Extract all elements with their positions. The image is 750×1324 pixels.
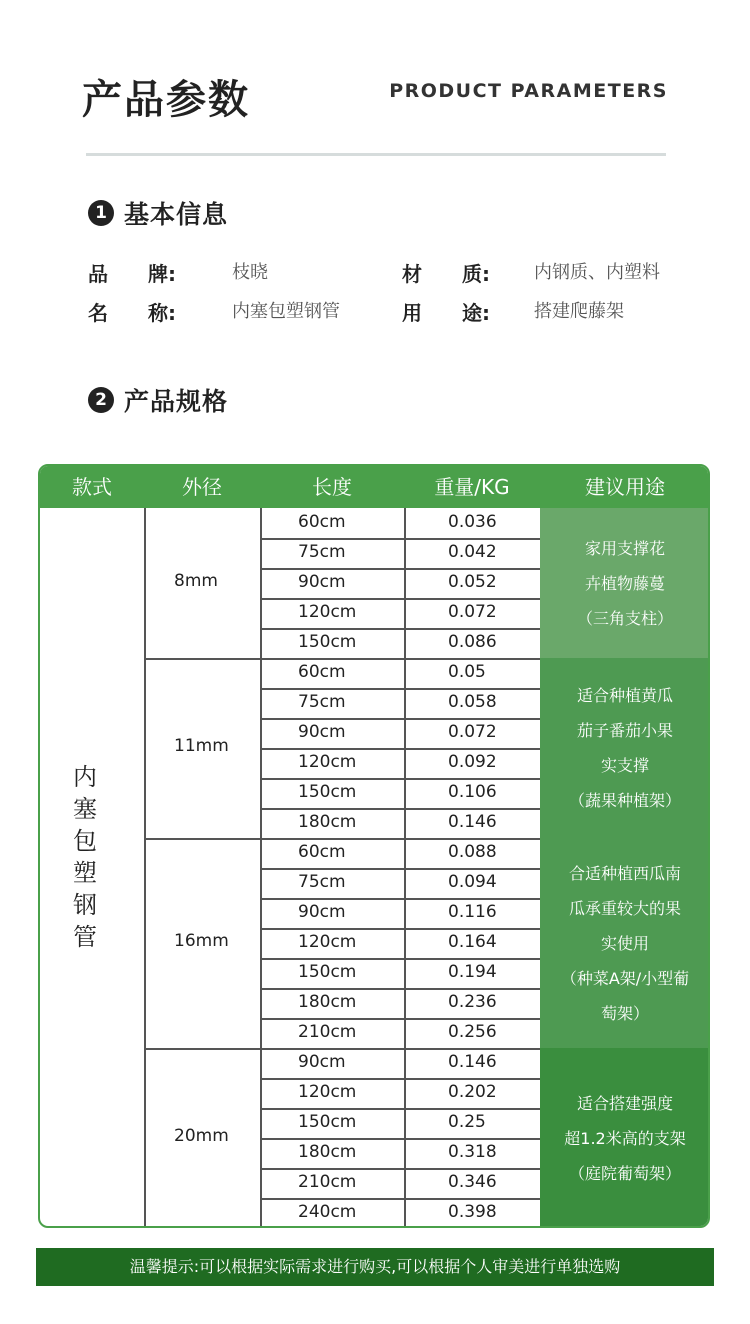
weight-cell: 0.398 bbox=[448, 1202, 497, 1222]
table-row-line bbox=[260, 898, 540, 900]
length-cell: 75cm bbox=[298, 692, 346, 712]
usage-line: 瓜承重较大的果 bbox=[568, 898, 681, 918]
table-row-line bbox=[260, 598, 540, 600]
info-label-material: 材 质: bbox=[402, 262, 490, 286]
footer-tip: 温馨提示:可以根据实际需求进行购买,可以根据个人审美进行单独选购 bbox=[36, 1248, 714, 1286]
info-value-brand: 枝晓 bbox=[232, 262, 268, 283]
table-group-line bbox=[144, 1048, 540, 1050]
weight-cell: 0.052 bbox=[448, 572, 497, 592]
length-cell: 150cm bbox=[298, 782, 357, 802]
length-cell: 60cm bbox=[298, 512, 346, 532]
table-row-line bbox=[260, 568, 540, 570]
length-cell: 150cm bbox=[298, 632, 357, 652]
length-cell: 180cm bbox=[298, 1142, 357, 1162]
weight-cell: 0.194 bbox=[448, 962, 497, 982]
info-label-brand: 品 牌: bbox=[88, 262, 176, 286]
info-value-material: 内钢质、内塑料 bbox=[534, 262, 660, 283]
usage-cell bbox=[540, 838, 710, 1048]
table-row-line bbox=[260, 538, 540, 540]
usage-cell bbox=[540, 1048, 710, 1228]
length-cell: 120cm bbox=[298, 932, 357, 952]
length-cell: 90cm bbox=[298, 1052, 346, 1072]
weight-cell: 0.05 bbox=[448, 662, 486, 682]
usage-cell bbox=[540, 508, 710, 658]
table-row-line bbox=[260, 748, 540, 750]
usage-line: 实使用 bbox=[600, 933, 649, 953]
length-cell: 90cm bbox=[298, 572, 346, 592]
table-group-line bbox=[144, 838, 540, 840]
table-row-line bbox=[260, 1168, 540, 1170]
usage-line: 茄子番茄小果 bbox=[576, 721, 673, 740]
usage-line: 合适种植西瓜南 bbox=[568, 863, 681, 883]
table-group-line bbox=[144, 658, 540, 660]
section-basic-info bbox=[88, 195, 228, 231]
length-cell: 150cm bbox=[298, 1112, 357, 1132]
weight-cell: 0.072 bbox=[448, 602, 497, 622]
header-usage: 建议用途 bbox=[585, 475, 665, 499]
length-cell: 210cm bbox=[298, 1172, 357, 1192]
length-cell: 120cm bbox=[298, 752, 357, 772]
weight-cell: 0.086 bbox=[448, 632, 497, 652]
diameter-cell: 20mm bbox=[174, 1126, 229, 1146]
divider bbox=[86, 153, 666, 156]
length-cell: 180cm bbox=[298, 992, 357, 1012]
table-row-line bbox=[260, 688, 540, 690]
page-title: 产品参数 bbox=[82, 77, 250, 123]
weight-cell: 0.094 bbox=[448, 872, 497, 892]
usage-line: （庭院葡萄架） bbox=[568, 1163, 681, 1183]
usage-text bbox=[550, 1086, 700, 1191]
section-number-badge: 2 bbox=[88, 387, 114, 413]
weight-cell: 0.092 bbox=[448, 752, 497, 772]
info-value-name: 内塞包塑钢管 bbox=[232, 301, 340, 322]
weight-cell: 0.042 bbox=[448, 542, 497, 562]
weight-cell: 0.146 bbox=[448, 812, 497, 832]
section-number-badge: 1 bbox=[88, 200, 114, 226]
table-header bbox=[40, 466, 708, 508]
diameter-cell: 11mm bbox=[174, 736, 229, 756]
weight-cell: 0.088 bbox=[448, 842, 497, 862]
usage-text bbox=[550, 856, 700, 1031]
header-style: 款式 bbox=[72, 475, 112, 499]
usage-line: 适合搭建强度 bbox=[576, 1093, 673, 1113]
table-row-line bbox=[260, 928, 540, 930]
weight-cell: 0.164 bbox=[448, 932, 497, 952]
length-cell: 60cm bbox=[298, 842, 346, 862]
usage-line: 实支撑 bbox=[600, 756, 649, 775]
table-row-line bbox=[260, 1078, 540, 1080]
table-row-line bbox=[260, 958, 540, 960]
weight-cell: 0.25 bbox=[448, 1112, 486, 1132]
length-cell: 180cm bbox=[298, 812, 357, 832]
section-specs bbox=[88, 382, 228, 418]
usage-line: （种菜A架/小型葡 bbox=[560, 968, 690, 988]
diameter-cell: 16mm bbox=[174, 931, 229, 951]
style-name-char: 包 bbox=[73, 827, 97, 855]
weight-cell: 0.346 bbox=[448, 1172, 497, 1192]
length-cell: 75cm bbox=[298, 872, 346, 892]
usage-line: 超1.2米高的支架 bbox=[564, 1128, 686, 1148]
table-vline bbox=[144, 508, 146, 1228]
table-row-line bbox=[260, 1138, 540, 1140]
usage-line: 卉植物藤蔓 bbox=[584, 573, 665, 593]
usage-line: 萄架） bbox=[600, 1003, 649, 1023]
info-label-usage: 用 途: bbox=[402, 301, 490, 325]
weight-cell: 0.256 bbox=[448, 1022, 497, 1042]
header-diameter: 外径 bbox=[182, 475, 222, 499]
style-name-char: 管 bbox=[73, 923, 97, 951]
style-name-char: 钢 bbox=[73, 891, 97, 919]
weight-cell: 0.058 bbox=[448, 692, 497, 712]
length-cell: 120cm bbox=[298, 602, 357, 622]
weight-cell: 0.236 bbox=[448, 992, 497, 1012]
usage-text bbox=[550, 531, 700, 636]
style-cell bbox=[70, 761, 100, 953]
table-row-line bbox=[260, 1108, 540, 1110]
section-title: 产品规格 bbox=[124, 387, 229, 416]
table-row-line bbox=[260, 718, 540, 720]
weight-cell: 0.072 bbox=[448, 722, 497, 742]
length-cell: 75cm bbox=[298, 542, 346, 562]
length-cell: 120cm bbox=[298, 1082, 357, 1102]
length-cell: 60cm bbox=[298, 662, 346, 682]
usage-line: （蔬果种植架） bbox=[568, 791, 681, 810]
table-row-line bbox=[260, 1198, 540, 1200]
length-cell: 240cm bbox=[298, 1202, 357, 1222]
weight-cell: 0.202 bbox=[448, 1082, 497, 1102]
section-title: 基本信息 bbox=[124, 200, 229, 229]
style-name-char: 塑 bbox=[73, 859, 97, 887]
weight-cell: 0.106 bbox=[448, 782, 497, 802]
info-label-name: 名 称: bbox=[88, 301, 176, 325]
usage-text bbox=[550, 678, 700, 818]
length-cell: 90cm bbox=[298, 902, 346, 922]
table-row-line bbox=[260, 868, 540, 870]
usage-line: 家用支撑花 bbox=[584, 538, 665, 558]
table-row-line bbox=[260, 628, 540, 630]
style-name-char: 塞 bbox=[73, 795, 97, 823]
weight-cell: 0.036 bbox=[448, 512, 497, 532]
usage-line: （三角支柱） bbox=[576, 608, 673, 628]
table-row-line bbox=[260, 778, 540, 780]
usage-cell bbox=[540, 658, 710, 838]
info-value-usage: 搭建爬藤架 bbox=[534, 301, 624, 322]
header-weight: 重量/KG bbox=[434, 475, 510, 499]
length-cell: 150cm bbox=[298, 962, 357, 982]
table-row-line bbox=[260, 988, 540, 990]
table-row-line bbox=[260, 1018, 540, 1020]
page-title-en: PRODUCT PARAMETERS bbox=[389, 80, 668, 102]
length-cell: 210cm bbox=[298, 1022, 357, 1042]
weight-cell: 0.318 bbox=[448, 1142, 497, 1162]
table-row-line bbox=[260, 808, 540, 810]
header-length: 长度 bbox=[312, 475, 352, 499]
weight-cell: 0.116 bbox=[448, 902, 497, 922]
weight-cell: 0.146 bbox=[448, 1052, 497, 1072]
style-name-char: 内 bbox=[73, 763, 97, 791]
length-cell: 90cm bbox=[298, 722, 346, 742]
diameter-cell: 8mm bbox=[174, 571, 218, 591]
usage-line: 适合种植黄瓜 bbox=[576, 686, 673, 705]
spec-table bbox=[38, 464, 710, 1228]
